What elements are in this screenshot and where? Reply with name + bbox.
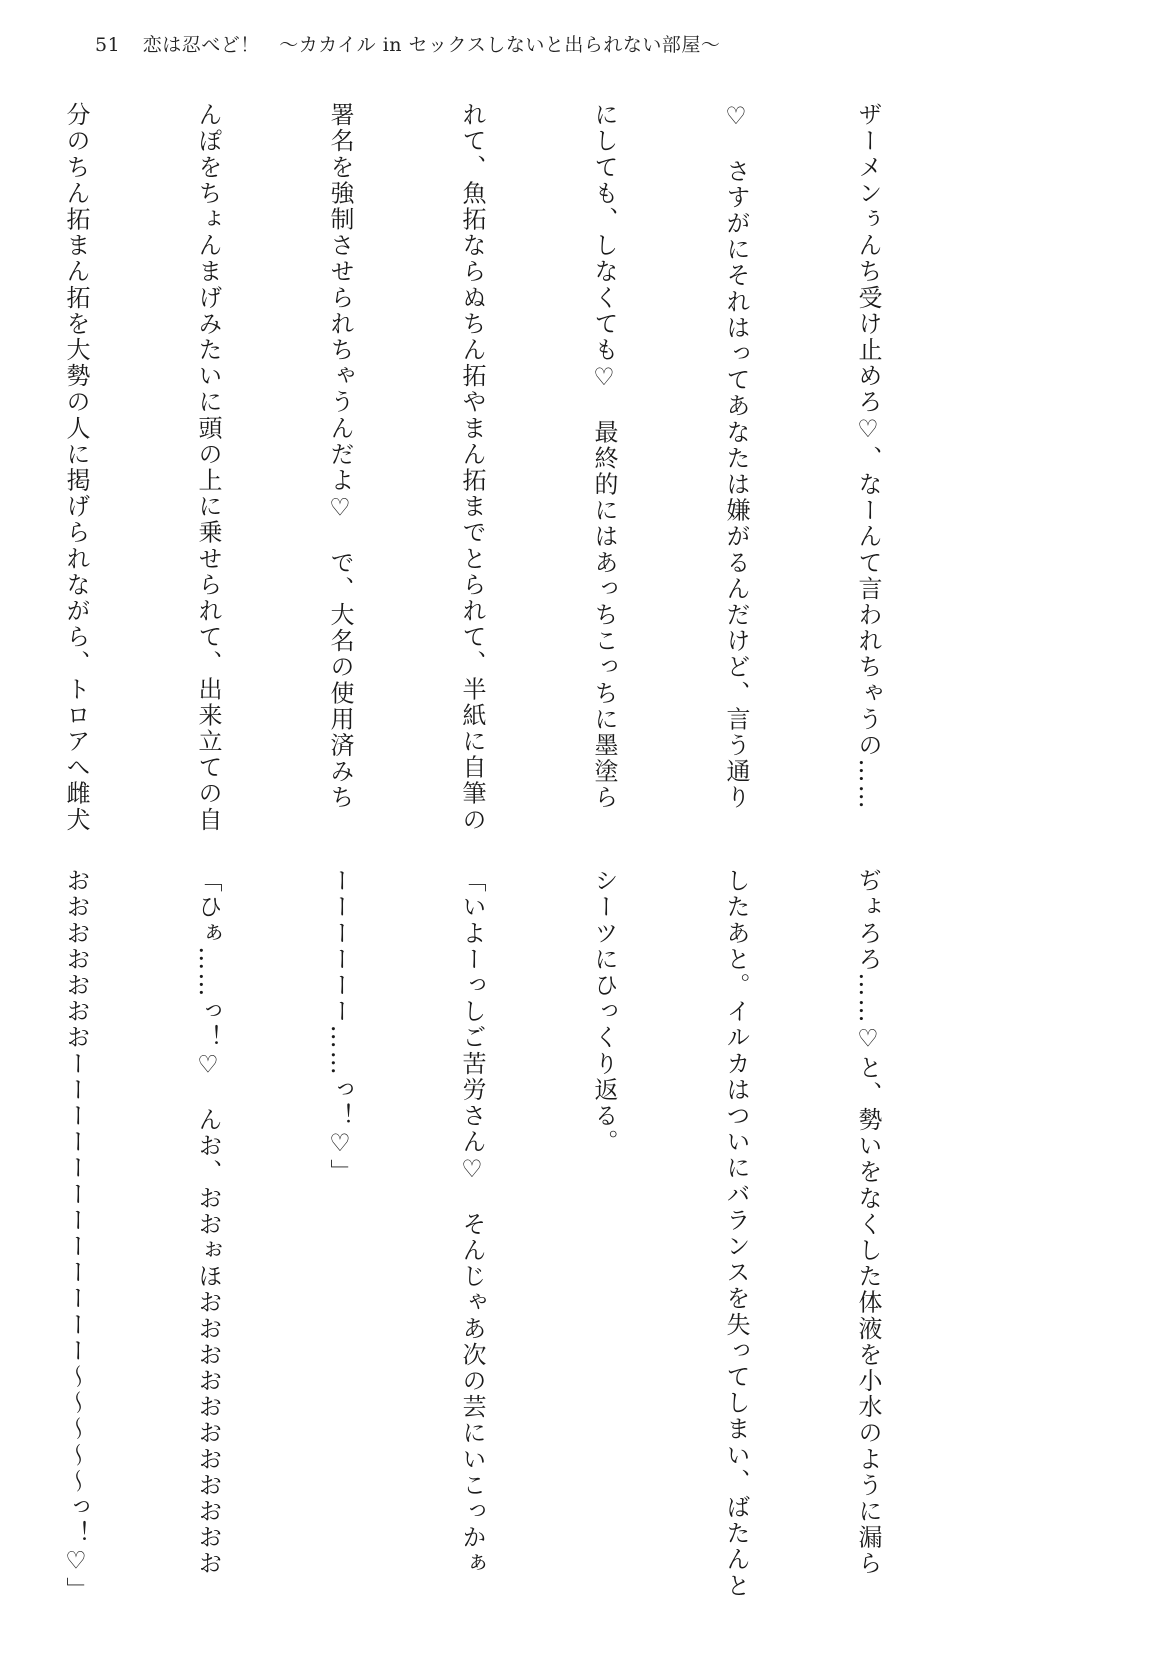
text-line: にしても、しなくても♡ 最終的にはあっちこっちに墨塗ら [590,102,618,811]
text-line: 署名を強制させられちゃうんだよ♡ で、大名の使用済みち [326,102,354,811]
lower-text-block [62,868,978,1603]
running-title: 恋は忍べど！ 〜カカイル in セックスしないと出られない部屋〜 [142,34,721,56]
text-line: 「いよーっしご苦労さん♡ そんじゃあ次の芸にいこっかぁ [458,868,486,1577]
text-line: ーーーーーー……っ！♡」 [326,868,354,1186]
text-line: ぢょろろ……♡と、勢いをなくした体液を小水のように漏ら [854,868,882,1577]
page-header [95,30,720,57]
text-line: ♡ さすがにそれはってあなたは嫌がるんだけど、言う通り [722,102,750,811]
text-line: おおおおおおおーーーーーーーーーーーー〜〜〜〜〜っ！♡」 [62,868,90,1603]
page-number: 51 [95,34,121,56]
text-line: れて、魚拓ならぬちん拓やまん拓までとられて、半紙に自筆の [458,102,486,833]
text-line: シーツにひっくり返る。 [590,868,618,1156]
text-line: 「ひぁ……っ！♡ んお、おおぉほおおおおおおおおおおお [194,868,222,1577]
upper-text-block [62,102,978,833]
text-line: 分のちん拓まん拓を大勢の人に掲げられながら、トロアへ雌犬 [62,102,90,833]
text-line: ザーメンぅんち受け止めろ♡、なーんて言われちゃうの…… [854,102,882,811]
text-line: したあと。イルカはついにバランスを失ってしまい、ばたんと [722,868,750,1599]
text-line: んぽをちょんまげみたいに頭の上に乗せられて、出来立ての自 [194,102,222,833]
